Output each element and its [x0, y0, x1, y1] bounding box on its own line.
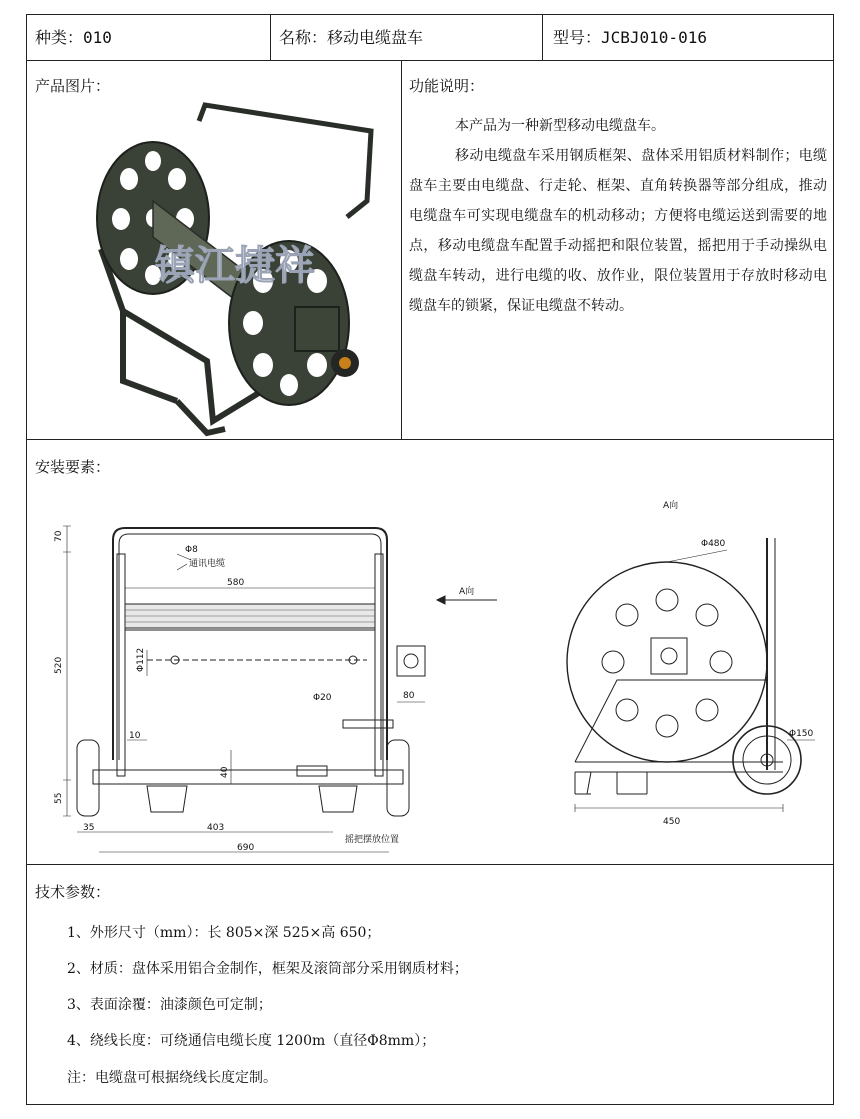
dim-d112: Φ112 [136, 647, 146, 672]
a-direction-arrow [437, 585, 497, 604]
product-row [27, 61, 833, 440]
category-cell: 种类：010 [27, 15, 271, 61]
tech-note: 注：电缆盘可根据绕线长度定制。 [67, 1070, 277, 1086]
cable-reel-photo [27, 61, 401, 440]
spec-sheet [26, 14, 834, 1105]
dim-70: 70 [54, 530, 64, 542]
dim-403: 403 [207, 823, 225, 833]
tech-item-2: 2、材质：盘体采用铝合金制作，框架及滚筒部分采用钢质材料； [67, 961, 468, 977]
install-label: 安装要素： [35, 458, 111, 476]
side-view [567, 499, 815, 827]
dim-40: 40 [220, 766, 230, 778]
tech-item-4: 4、绕线长度：可绕通信电缆长度 1200m（直径Φ8mm）； [67, 1033, 436, 1049]
function-description [409, 111, 827, 321]
dim-690: 690 [237, 843, 255, 853]
dim-580: 580 [227, 578, 245, 588]
dim-520: 520 [54, 656, 64, 674]
handle-position-label: 摇把摆放位置 [345, 835, 400, 845]
tech-row [27, 865, 833, 1106]
technical-drawing [27, 440, 835, 865]
model-cell: 型号：JCBJ010-016 [553, 28, 707, 47]
dim-35: 35 [83, 823, 95, 833]
tech-label: 技术参数： [35, 883, 111, 901]
dim-55: 55 [54, 792, 64, 804]
install-row [27, 440, 833, 865]
function-cell [401, 61, 835, 439]
dim-450: 450 [663, 817, 681, 827]
tech-items [67, 915, 468, 1059]
dim-d150: Φ150 [789, 729, 814, 739]
header-row [27, 15, 833, 61]
function-paragraph-2: 移动电缆盘车采用钢质框架、盘体采用铝质材料制作；电缆盘车主要由电缆盘、行走轮、框架、直角转换器等部分组成，推动电缆盘车可实现电缆盘车的机动移动；方便将电缆运送到需要的地点，移动电缆盘车配置手动摇把和限位装置，摇把用于手动操纵电缆盘车转动，进行电缆的收、放作业，限位装置用于存放时移动电缆盘车的锁紧，保证电缆盘不转动。 [409, 148, 827, 314]
dim-80: 80 [403, 691, 415, 701]
function-label: 功能说明： [409, 77, 485, 95]
dim-d480: Φ480 [701, 539, 726, 549]
svg-text:A向: A向 [459, 587, 475, 597]
function-paragraph-1: 本产品为一种新型移动电缆盘车。 [455, 118, 665, 134]
product-name-cell: 名称：移动电缆盘车 [271, 15, 543, 61]
a-view-title: A向 [663, 501, 679, 511]
dim-d8: Φ8 [185, 545, 198, 555]
dim-10: 10 [129, 731, 141, 741]
dim-d20: Φ20 [313, 693, 332, 703]
tech-item-1: 1、外形尺寸（mm）：长 805×深 525×高 650； [67, 925, 381, 941]
front-view [54, 526, 425, 853]
cable-callout: 通讯电缆 [189, 559, 226, 569]
product-image-cell [27, 61, 402, 439]
tech-item-3: 3、表面涂覆：油漆颜色可定制； [67, 997, 272, 1013]
watermark-text: 镇江捷祥 [155, 243, 315, 289]
product-image-label: 产品图片： [35, 77, 111, 95]
